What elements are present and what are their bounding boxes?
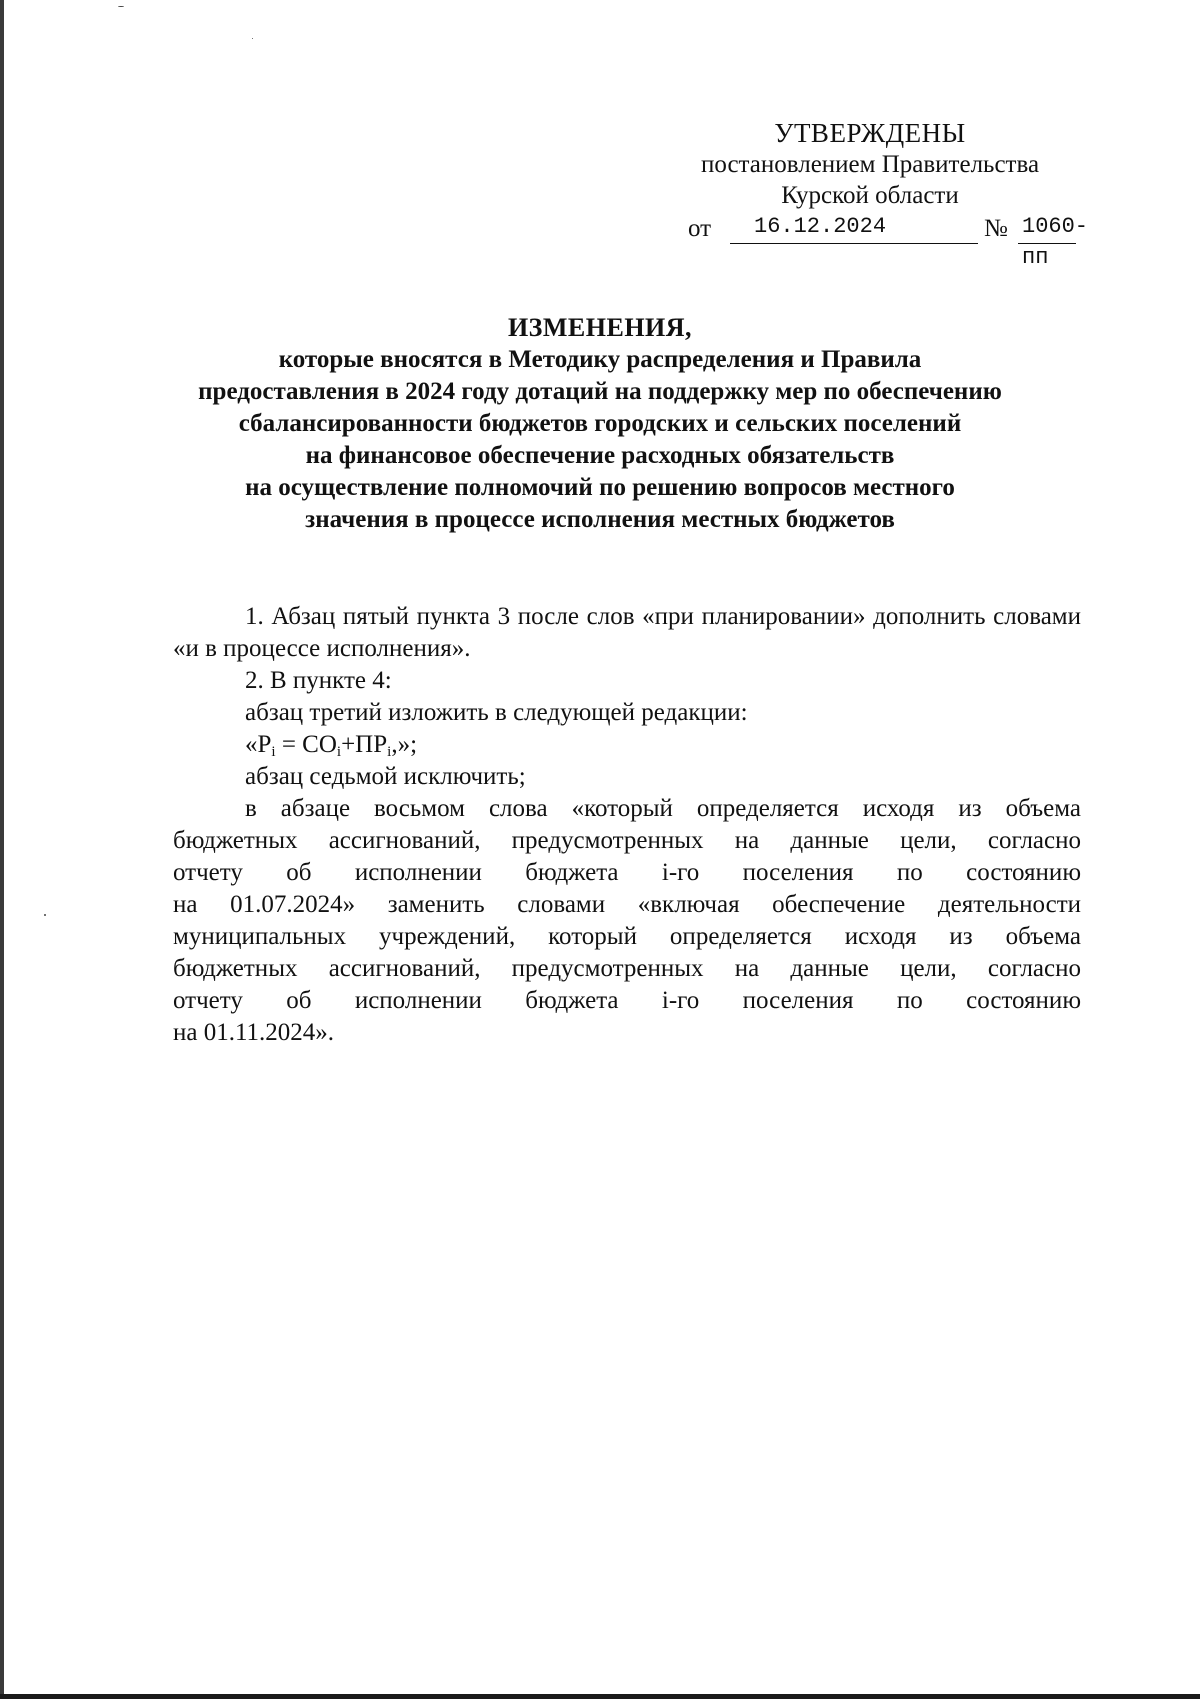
formula-line (173, 729, 1081, 761)
document-heading (150, 312, 1050, 536)
date-prefix: от (688, 215, 712, 242)
paragraph-abzac-8-line: отчету об исполнении бюджета i-го поселения по состоянию (173, 859, 1081, 886)
paragraph-abzac-7: абзац седьмой исключить; (245, 763, 526, 790)
formula-part: ,»; (391, 731, 418, 758)
heading-line: на финансовое обеспечение расходных обязательств (305, 442, 895, 469)
scan-speck (118, 6, 124, 7)
heading-line: на осуществление полномочий по решению вопросов местного (245, 474, 955, 501)
formula-part: «P (245, 731, 272, 758)
paragraph-item-2: 2. В пункте 4: (245, 667, 392, 694)
approval-line-region: Курской области (781, 182, 959, 209)
formula-subscript: i (271, 744, 276, 760)
formula-subscript: i (387, 744, 392, 760)
paragraph-abzac-8-line: на 01.07.2024» заменить словами «включая обеспечение деятельности (173, 891, 1081, 918)
approval-date-number-line (670, 213, 1110, 270)
scan-edge-left (0, 0, 4, 1699)
formula-subscript: i (336, 744, 342, 760)
scan-speck (252, 38, 253, 39)
paragraph-abzac-8-line: бюджетных ассигнований, предусмотренных на данные цели, согласно (173, 955, 1081, 982)
approval-line-decree: постановлением Правительства (700, 151, 1040, 178)
heading-line: которые вносятся в Методику распределения и Правила (278, 346, 922, 373)
paragraph-abzac-8-line: на 01.11.2024». (173, 1019, 335, 1046)
paragraph-item-1: 1. Абзац пятый пункта 3 после слов «при планировании» дополнить словами «и в процессе исполнения». (173, 603, 1081, 662)
paragraph-abzac-8-line: в абзаце восьмом слова «который определяется исходя из объема (245, 795, 1081, 822)
formula-part: +ПР (341, 731, 388, 758)
scan-speck (44, 914, 46, 916)
heading-line: предоставления в 2024 году дотаций на поддержку мер по обеспечению (198, 378, 1002, 405)
paragraph-abzac-8-line: муниципальных учреждений, который определяется исходя из объема (173, 923, 1081, 950)
document-body (173, 601, 1081, 1049)
heading-title: ИЗМЕНЕНИЯ, (507, 313, 693, 342)
approval-number: 1060-пп (1022, 214, 1089, 270)
paragraph-abzac-8-line: отчету об исполнении бюджета i-го поселения по состоянию (173, 987, 1081, 1014)
number-prefix: № (984, 215, 1008, 242)
approval-block (670, 118, 1110, 270)
scan-edge-bottom (0, 1694, 1200, 1699)
formula-part: = CO (275, 731, 337, 758)
paragraph-abzac-8-line: бюджетных ассигнований, предусмотренных на данные цели, согласно (173, 827, 1081, 854)
heading-line: значения в процессе исполнения местных бюджетов (305, 506, 895, 533)
approval-date: 16.12.2024 (754, 214, 887, 239)
heading-line: сбалансированности бюджетов городских и сельских поселений (238, 410, 962, 437)
approval-title: УТВЕРЖДЕНЫ (774, 118, 966, 148)
paragraph-abzac-3: абзац третий изложить в следующей редакции: (245, 699, 748, 726)
